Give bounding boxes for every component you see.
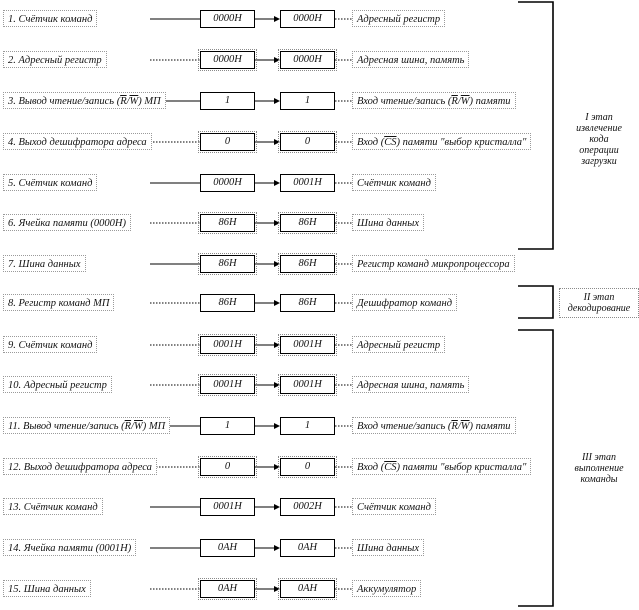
dest-label-14: Шина данных	[352, 539, 424, 556]
value-from-12: 0	[200, 458, 255, 476]
value-from-5: 0000H	[200, 174, 255, 192]
value-to-10: 0001H	[280, 376, 335, 394]
dest-label-2: Адресная шина, память	[352, 51, 469, 68]
source-label-4: 4. Выход дешифратора адреса	[3, 133, 152, 150]
dest-label-11: Вход чтение/запись $(\overline{R}/\overline{W})$ памяти	[352, 417, 516, 434]
dest-label-6: Шина данных	[352, 214, 424, 231]
stage-1-bracket	[518, 2, 553, 249]
value-to-9: 0001H	[280, 336, 335, 354]
value-from-6: 86H	[200, 214, 255, 232]
source-label-6: 6. Ячейка памяти (0000H)	[3, 214, 131, 231]
source-label-14: 14. Ячейка памяти (0001H)	[3, 539, 136, 556]
value-from-14: 0AH	[200, 539, 255, 557]
value-to-5: 0001H	[280, 174, 335, 192]
source-label-2: 2. Адресный регистр	[3, 51, 107, 68]
value-from-13: 0001H	[200, 498, 255, 516]
value-to-3: 1	[280, 92, 335, 110]
source-label-15: 15. Шина данных	[3, 580, 91, 597]
value-to-6: 86H	[280, 214, 335, 232]
source-label-13: 13. Счётчик команд	[3, 498, 103, 515]
dest-label-10: Адресная шина, память	[352, 376, 469, 393]
source-label-9: 9. Счётчик команд	[3, 336, 97, 353]
value-to-12: 0	[280, 458, 335, 476]
value-to-15: 0AH	[280, 580, 335, 598]
source-label-11: 11. Вывод чтение/запись $(\overline{R}/\overline{W})$ МП	[3, 417, 170, 434]
dest-label-13: Счётчик команд	[352, 498, 436, 515]
value-from-11: 1	[200, 417, 255, 435]
value-from-1: 0000H	[200, 10, 255, 28]
value-to-2: 0000H	[280, 51, 335, 69]
value-to-11: 1	[280, 417, 335, 435]
value-from-3: 1	[200, 92, 255, 110]
source-label-5: 5. Счётчик команд	[3, 174, 97, 191]
value-from-15: 0AH	[200, 580, 255, 598]
value-from-2: 0000H	[200, 51, 255, 69]
dest-label-5: Счётчик команд	[352, 174, 436, 191]
value-from-9: 0001H	[200, 336, 255, 354]
source-label-10: 10. Адресный регистр	[3, 376, 112, 393]
dest-label-15: Аккумулятор	[352, 580, 421, 597]
value-to-4: 0	[280, 133, 335, 151]
value-from-8: 86H	[200, 294, 255, 312]
dest-label-7: Регистр команд микропроцессора	[352, 255, 515, 272]
source-label-3: 3. Вывод чтение/запись $(\overline{R}/\overline{W})$ МП	[3, 92, 166, 109]
stage-3-label: III этап выполнение команды	[574, 452, 624, 485]
stage-2-label: II этап декодирование	[559, 288, 639, 318]
value-to-13: 0002H	[280, 498, 335, 516]
dest-label-12: Вход $(\overline{CS})$ памяти "выбор кристалла"	[352, 458, 531, 475]
source-label-8: 8. Регистр команд МП	[3, 294, 114, 311]
dest-label-3: Вход чтение/запись $(\overline{R}/\overline{W})$ памяти	[352, 92, 516, 109]
value-from-4: 0	[200, 133, 255, 151]
value-to-8: 86H	[280, 294, 335, 312]
dest-label-4: Вход $(\overline{CS})$ памяти "выбор кристалла"	[352, 133, 531, 150]
stage-2-bracket	[518, 286, 553, 318]
dest-label-8: Дешифратор команд	[352, 294, 457, 311]
source-label-7: 7. Шина данных	[3, 255, 86, 272]
dest-label-9: Адресный регистр	[352, 336, 445, 353]
value-to-1: 0000H	[280, 10, 335, 28]
value-from-7: 86H	[200, 255, 255, 273]
value-to-14: 0AH	[280, 539, 335, 557]
value-from-10: 0001H	[200, 376, 255, 394]
source-label-1: 1. Счётчик команд	[3, 10, 97, 27]
value-to-7: 86H	[280, 255, 335, 273]
source-label-12: 12. Выход дешифратора адреса	[3, 458, 157, 475]
dest-label-1: Адресный регистр	[352, 10, 445, 27]
stage-1-label: I этап извлечение кода операции загрузки	[576, 112, 622, 167]
